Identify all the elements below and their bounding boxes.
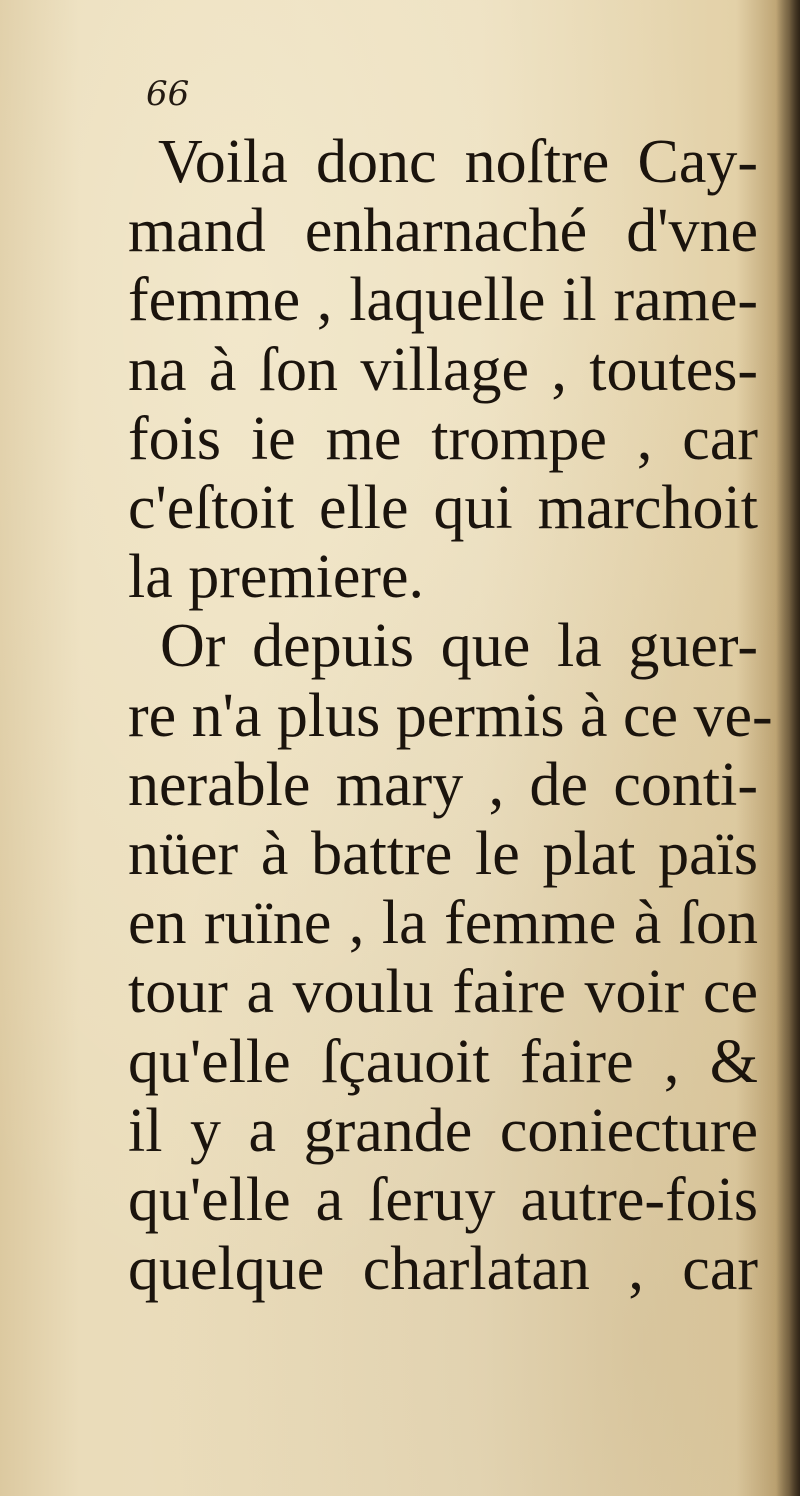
text-line: tour a voulu faire voir ce: [128, 958, 758, 1027]
page-number: 66: [146, 74, 190, 114]
page-text: [128, 128, 773, 1304]
text-line: na à ſon village , toutes-: [128, 335, 758, 404]
text-line: la premiere.: [128, 543, 425, 612]
text-line: il y a grande coniecture: [128, 1096, 758, 1165]
text-line: Or depuis que la guer-: [160, 612, 758, 681]
text-line: mand enharnaché d'vne: [128, 197, 758, 266]
page-edge-shadow: [776, 0, 800, 1496]
paragraph-1: [128, 128, 758, 612]
text-line: qu'elle a ſeruy autre-fois: [128, 1166, 758, 1235]
text-line: quelque charlatan , car: [128, 1235, 758, 1304]
text-line: en ruïne , la femme à ſon: [128, 889, 758, 958]
text-line: qu'elle ſçauoit faire , &: [128, 1027, 758, 1096]
text-line: nüer à battre le plat païs: [128, 820, 758, 889]
text-line: re n'a plus permis à ce ve-: [128, 681, 773, 750]
paragraph-2: [128, 612, 773, 1304]
text-line: nerable mary , de conti-: [128, 750, 758, 819]
text-line: fois ie me trompe , car: [128, 404, 758, 473]
text-line: Voila donc noſtre Cay-: [158, 128, 758, 196]
text-line: c'eſtoit elle qui marchoit: [128, 474, 758, 543]
text-line: femme , laquelle il rame-: [128, 266, 758, 335]
